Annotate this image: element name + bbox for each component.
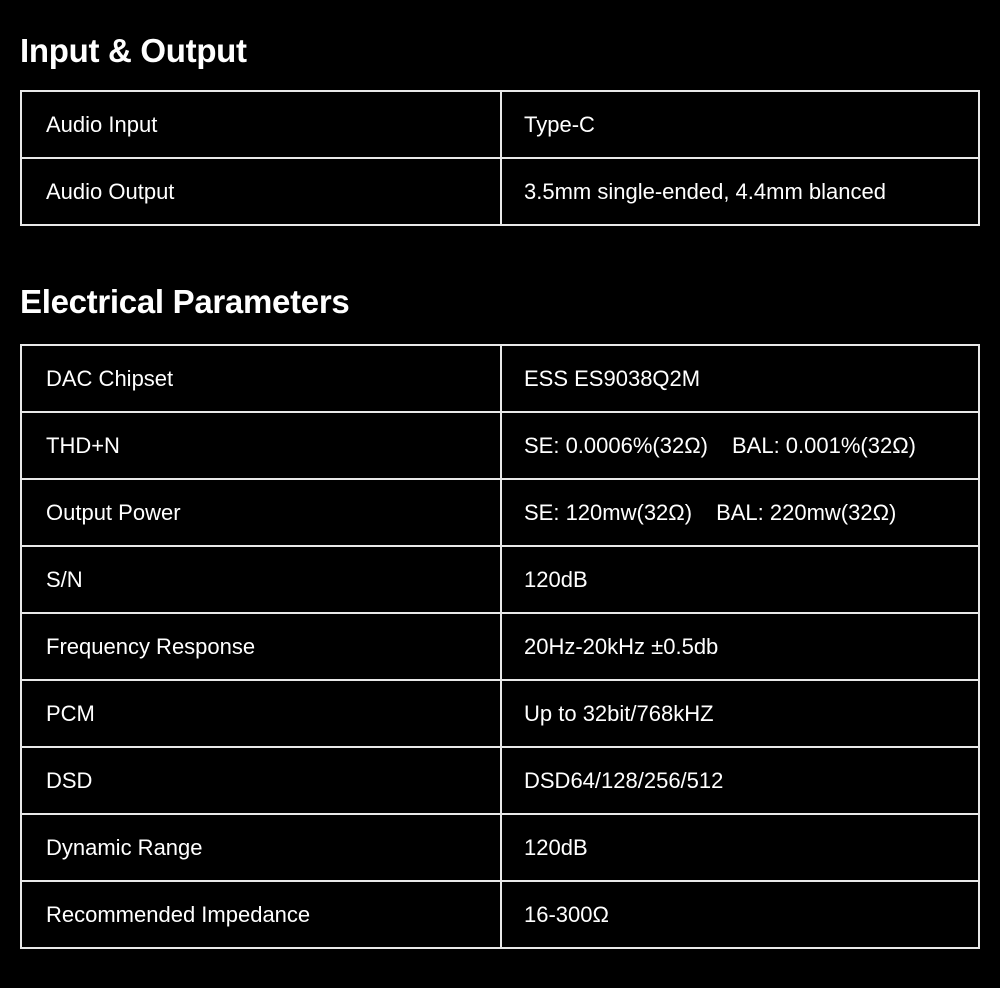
spec-label: DSD xyxy=(21,747,501,814)
spec-label: Frequency Response xyxy=(21,613,501,680)
spec-value: ESS ES9038Q2M xyxy=(501,345,979,412)
table-row xyxy=(21,747,979,814)
spec-label: Audio Input xyxy=(21,91,501,158)
spec-label: Audio Output xyxy=(21,158,501,225)
table-row xyxy=(21,613,979,680)
spec-value-se: SE: 0.0006%(32Ω) xyxy=(524,432,708,458)
spec-value: 16-300Ω xyxy=(501,881,979,948)
spec-label: Output Power xyxy=(21,479,501,546)
table-row xyxy=(21,881,979,948)
spec-label: PCM xyxy=(21,680,501,747)
spec-value: 20Hz-20kHz ±0.5db xyxy=(501,613,979,680)
spec-value: 120dB xyxy=(501,814,979,881)
table-row xyxy=(21,91,979,158)
spec-value: Type-C xyxy=(501,91,979,158)
table-row xyxy=(21,412,979,479)
spec-value: 120dB xyxy=(501,546,979,613)
spec-value-bal: BAL: 220mw(32Ω) xyxy=(716,499,897,525)
spec-label: S/N xyxy=(21,546,501,613)
spec-value-pair xyxy=(501,479,979,546)
table-row xyxy=(21,680,979,747)
spec-label: THD+N xyxy=(21,412,501,479)
table-row xyxy=(21,158,979,225)
spec-value-se: SE: 120mw(32Ω) xyxy=(524,499,693,525)
spec-table-input-output xyxy=(20,90,980,226)
table-row xyxy=(21,479,979,546)
section-title-electrical-parameters: Electrical Parameters xyxy=(20,283,350,320)
spec-label: DAC Chipset xyxy=(21,345,501,412)
spec-value: 3.5mm single-ended, 4.4mm blanced xyxy=(501,158,979,225)
spec-label: Dynamic Range xyxy=(21,814,501,881)
spec-value: DSD64/128/256/512 xyxy=(501,747,979,814)
table-row xyxy=(21,546,979,613)
spec-table-electrical-parameters xyxy=(20,344,980,949)
table-row xyxy=(21,345,979,412)
spec-label: Recommended Impedance xyxy=(21,881,501,948)
spec-value-bal: BAL: 0.001%(32Ω) xyxy=(732,432,916,458)
section-title-input-output: Input & Output xyxy=(20,32,247,69)
spec-value-pair xyxy=(501,412,979,479)
table-row xyxy=(21,814,979,881)
spec-value: Up to 32bit/768kHZ xyxy=(501,680,979,747)
